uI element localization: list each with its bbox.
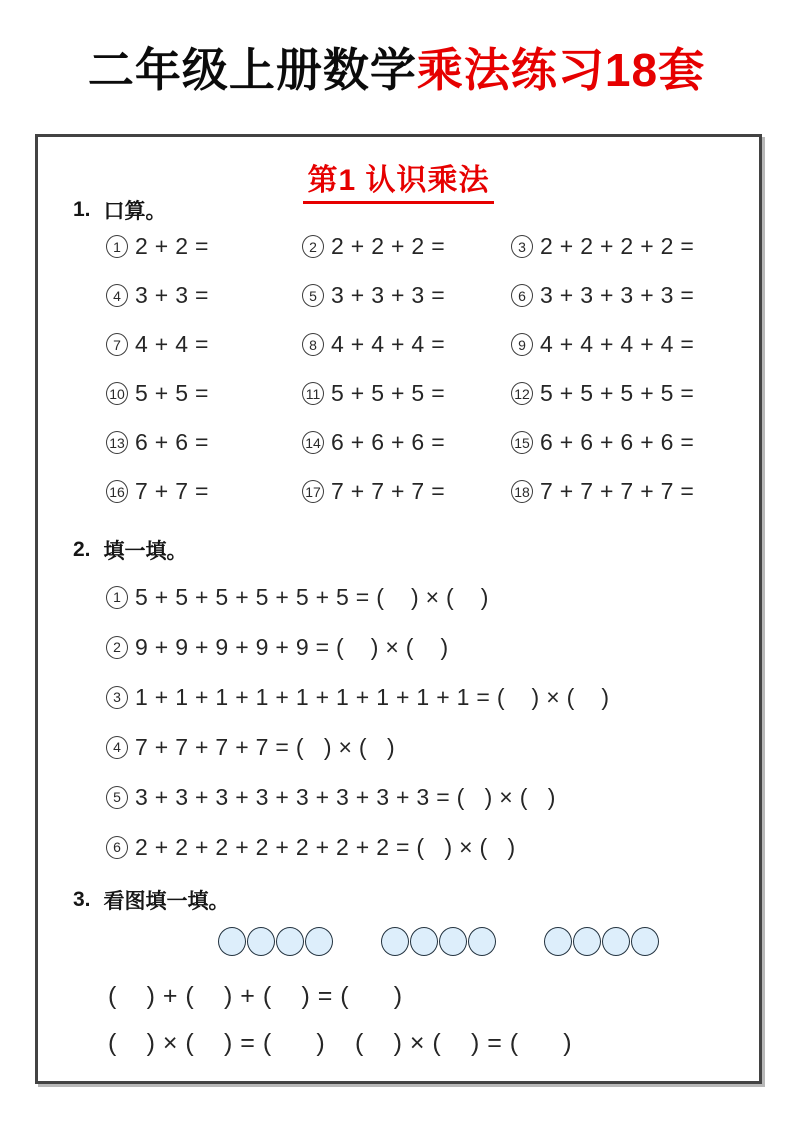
fill-problem — [106, 822, 753, 872]
equation: 2 + 2 + 2 = — [331, 233, 445, 259]
multiplication-blank-line: ( ) × ( ) = ( ) ( ) × ( ) = ( ) — [108, 1029, 573, 1057]
section-number: 2. — [73, 538, 91, 561]
counter-circle — [276, 927, 304, 956]
counter-circle — [544, 927, 572, 956]
page-title — [0, 42, 793, 100]
circle-group — [218, 927, 333, 956]
circled-number: 1 — [106, 586, 128, 609]
oral-problem — [511, 233, 753, 260]
section-number: 1. — [73, 198, 91, 221]
oral-problem — [511, 282, 753, 309]
equation: 2 + 2 = — [135, 233, 209, 259]
counter-circle — [305, 927, 333, 956]
equation: 7 + 7 + 7 + 7 = — [540, 478, 695, 504]
counter-circle — [631, 927, 659, 956]
section-title: 看图填一填。 — [103, 890, 230, 913]
circled-number: 17 — [302, 480, 324, 503]
section-title: 填一填。 — [103, 540, 188, 563]
oral-problem — [511, 331, 753, 358]
circled-number: 3 — [511, 235, 533, 258]
equation: 6 + 6 + 6 = — [331, 429, 445, 455]
worksheet-frame — [35, 134, 762, 1084]
equation: 4 + 4 = — [135, 331, 209, 357]
counter-circle — [602, 927, 630, 956]
circle-group — [544, 927, 659, 956]
circled-number: 11 — [302, 382, 324, 405]
oral-problem — [106, 478, 302, 505]
oral-problem — [511, 380, 753, 407]
section-title: 口算。 — [103, 200, 167, 223]
circled-number: 16 — [106, 480, 128, 503]
oral-problem — [106, 233, 302, 260]
oral-problem — [511, 478, 753, 505]
equation: 2 + 2 + 2 + 2 = — [540, 233, 695, 259]
circled-number: 15 — [511, 431, 533, 454]
oral-row — [106, 320, 753, 369]
circled-number: 7 — [106, 333, 128, 356]
fill-problem — [106, 672, 753, 722]
circled-number: 4 — [106, 284, 128, 307]
counter-circle — [247, 927, 275, 956]
equation: 7 + 7 = — [135, 478, 209, 504]
counter-circle — [410, 927, 438, 956]
circled-number: 10 — [106, 382, 128, 405]
counting-circles — [218, 927, 659, 956]
circled-number: 2 — [106, 636, 128, 659]
equation: 6 + 6 = — [135, 429, 209, 455]
fill-problem — [106, 622, 753, 672]
circled-number: 4 — [106, 736, 128, 759]
oral-row — [106, 418, 753, 467]
circled-number: 5 — [106, 786, 128, 809]
circled-number: 6 — [106, 836, 128, 859]
circled-number: 8 — [302, 333, 324, 356]
circled-number: 12 — [511, 382, 533, 405]
oral-problem — [302, 429, 511, 456]
oral-problem — [302, 331, 511, 358]
oral-row — [106, 271, 753, 320]
circled-number: 9 — [511, 333, 533, 356]
oral-problem — [106, 331, 302, 358]
equation: 1 + 1 + 1 + 1 + 1 + 1 + 1 + 1 + 1 = ( ) × ( ) — [135, 683, 610, 710]
equation: 3 + 3 = — [135, 282, 209, 308]
counter-circle — [468, 927, 496, 956]
section-oral-label — [73, 195, 167, 225]
oral-problem — [511, 429, 753, 456]
oral-problems — [106, 222, 753, 516]
fill-problem — [106, 772, 753, 822]
counter-circle — [439, 927, 467, 956]
circled-number: 3 — [106, 686, 128, 709]
oral-problem — [302, 380, 511, 407]
section-picture-label — [73, 885, 230, 915]
page-title-black-part: 二年级上册数学 — [87, 44, 417, 96]
worksheet-heading-text: 第1 认识乘法 — [303, 155, 493, 204]
equation: 4 + 4 + 4 = — [331, 331, 445, 357]
oral-problem — [106, 380, 302, 407]
circled-number: 5 — [302, 284, 324, 307]
equation: 6 + 6 + 6 + 6 = — [540, 429, 695, 455]
equation: 3 + 3 + 3 + 3 = — [540, 282, 695, 308]
counter-circle — [573, 927, 601, 956]
circled-number: 1 — [106, 235, 128, 258]
equation: 5 + 5 + 5 + 5 + 5 + 5 = ( ) × ( ) — [135, 583, 489, 610]
equation: 9 + 9 + 9 + 9 + 9 = ( ) × ( ) — [135, 633, 449, 660]
circled-number: 2 — [302, 235, 324, 258]
equation: 5 + 5 + 5 + 5 = — [540, 380, 695, 406]
oral-row — [106, 369, 753, 418]
section-fill-label — [73, 535, 188, 565]
fill-problems — [106, 572, 753, 872]
page-title-red-part: 乘法练习18套 — [416, 44, 706, 96]
circle-group — [381, 927, 496, 956]
fill-problem — [106, 572, 753, 622]
fill-problem — [106, 722, 753, 772]
equation: 7 + 7 + 7 = — [331, 478, 445, 504]
addition-blank-line: ( ) + ( ) + ( ) = ( ) — [108, 982, 403, 1010]
oral-problem — [106, 282, 302, 309]
equation: 5 + 5 + 5 = — [331, 380, 445, 406]
oral-problem — [106, 429, 302, 456]
counter-circle — [218, 927, 246, 956]
circled-number: 18 — [511, 480, 533, 503]
counter-circle — [381, 927, 409, 956]
equation: 5 + 5 = — [135, 380, 209, 406]
oral-problem — [302, 282, 511, 309]
equation: 7 + 7 + 7 + 7 = ( ) × ( ) — [135, 733, 395, 760]
oral-row — [106, 467, 753, 516]
circled-number: 13 — [106, 431, 128, 454]
circled-number: 14 — [302, 431, 324, 454]
oral-problem — [302, 233, 511, 260]
equation: 4 + 4 + 4 + 4 = — [540, 331, 695, 357]
equation: 2 + 2 + 2 + 2 + 2 + 2 + 2 = ( ) × ( ) — [135, 833, 516, 860]
oral-problem — [302, 478, 511, 505]
circled-number: 6 — [511, 284, 533, 307]
equation: 3 + 3 + 3 + 3 + 3 + 3 + 3 + 3 = ( ) × ( ) — [135, 783, 556, 810]
equation: 3 + 3 + 3 = — [331, 282, 445, 308]
oral-row — [106, 222, 753, 271]
section-number: 3. — [73, 888, 91, 911]
